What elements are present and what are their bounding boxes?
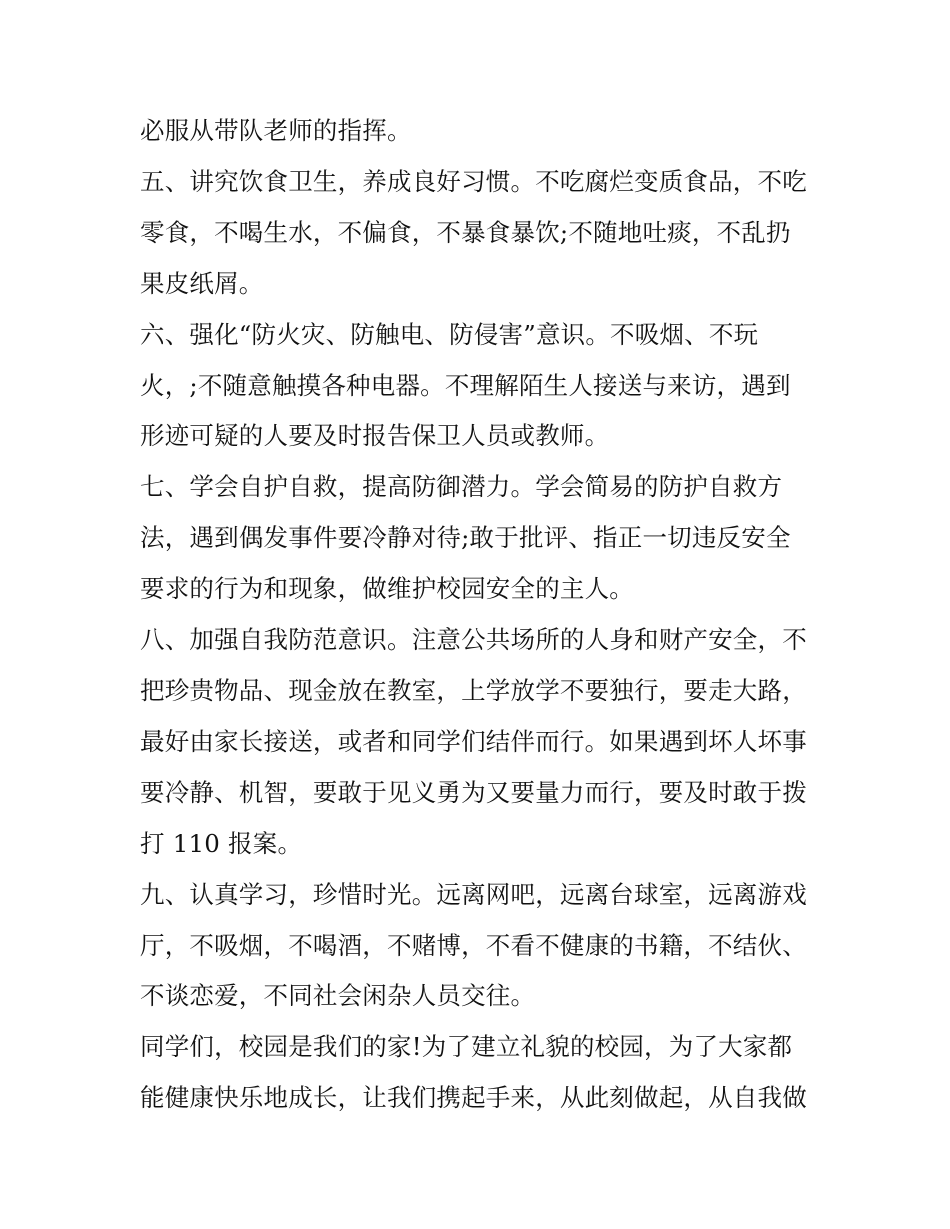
text-line: 九、认真学习，珍惜时光。远离网吧，远离台球室，远离游戏 (140, 879, 807, 909)
text-line: 火，;不随意触摸各种电器。不理解陌生人接送与来访，遇到 (140, 370, 791, 400)
text-line: 形迹可疑的人要及时报告保卫人员或教师。 (140, 421, 610, 451)
text-line: 六、强化“防火灾、防触电、防侵害”意识。不吸烟、不玩 (140, 319, 759, 349)
text-line: 把珍贵物品、现金放在教室，上学放学不要独行，要走大路， (140, 675, 807, 705)
text-line: 要求的行为和现象，做维护校园安全的主人。 (140, 574, 634, 604)
text-line: 能健康快乐地成长，让我们携起手来，从此刻做起，从自我做 (140, 1083, 807, 1113)
text-line: 八、加强自我防范意识。注意公共场所的人身和财产安全，不 (140, 625, 807, 655)
text-line: 最好由家长接送，或者和同学们结伴而行。如果遇到坏人坏事 (140, 726, 807, 756)
text-line: 打 110 报案。 (140, 828, 303, 858)
text-line: 同学们，校园是我们的家!为了建立礼貌的校园，为了大家都 (140, 1032, 793, 1062)
text-line: 七、学会自护自救，提高防御潜力。学会简易的防护自救方 (140, 472, 783, 502)
text-line: 不谈恋爱，不同社会闲杂人员交往。 (140, 981, 536, 1011)
document-body (140, 106, 820, 1124)
text-line: 果皮纸屑。 (140, 268, 264, 298)
text-line: 法，遇到偶发事件要冷静对待;敢于批评、指正一切违反安全 (140, 523, 791, 553)
text-line: 五、讲究饮食卫生，养成良好习惯。不吃腐烂变质食品，不吃 (140, 166, 807, 196)
text-line: 要冷静、机智，要敢于见义勇为又要量力而行，要及时敢于拨 (140, 777, 807, 807)
text-line: 零食，不喝生水，不偏食，不暴食暴饮;不随地吐痰，不乱扔 (140, 217, 791, 247)
text-line: 必服从带队老师的指挥。 (140, 116, 412, 145)
text-line: 厅，不吸烟，不喝酒，不赌博，不看不健康的书籍，不结伙、 (140, 930, 807, 960)
